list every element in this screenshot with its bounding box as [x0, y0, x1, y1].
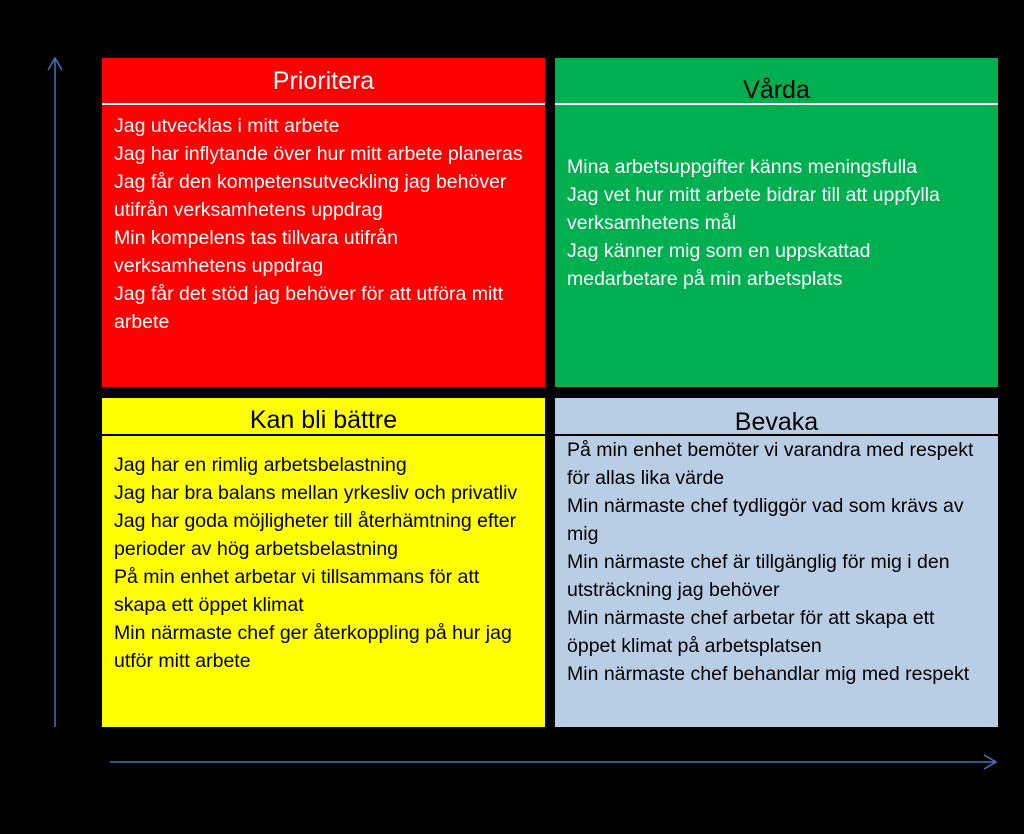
quadrant-divider: [102, 103, 545, 105]
list-item: Min närmaste chef ger återkoppling på hur jag utför mitt arbete: [114, 622, 512, 672]
list-item: Jag har en rimlig arbetsbelastning: [114, 454, 407, 476]
quadrant-items-bevaka: [567, 436, 986, 688]
list-item: Min närmaste chef behandlar mig med respekt: [567, 663, 970, 685]
quadrant-title-varda: Vårda: [743, 76, 810, 104]
list-item: Mina arbetsuppgifter känns meningsfulla: [567, 156, 918, 178]
quadrant-items-prioritera: [114, 112, 533, 336]
list-item: Min närmaste chef tydliggör vad som krävs av mig: [567, 495, 964, 545]
list-item: Jag får det stöd jag behöver för att utföra mitt arbete: [114, 283, 504, 333]
list-item: Jag vet hur mitt arbete bidrar till att uppfylla verksamhetens mål: [567, 184, 940, 234]
list-item: Min kompelens tas tillvara utifrån verksamhetens uppdrag: [114, 227, 398, 277]
quadrant-prioritera: [102, 58, 545, 387]
quadrant-varda: [555, 58, 998, 387]
list-item: Jag får den kompetensutveckling jag behöver utifrån verksamhetens uppdrag: [114, 171, 507, 221]
quadrant-bevaka: [555, 398, 998, 727]
quadrant-title-kan-bli-battre: Kan bli bättre: [249, 406, 398, 434]
quadrant-items-varda: [567, 153, 986, 293]
list-item: Jag har inflytande över hur mitt arbete planeras: [114, 143, 523, 165]
quadrant-kan-bli-battre: [102, 398, 545, 727]
list-item: På min enhet bemöter vi varandra med respekt för allas lika värde: [567, 439, 974, 489]
list-item: Jag utvecklas i mitt arbete: [114, 115, 340, 137]
quadrant-title-prioritera: Prioritera: [272, 67, 375, 95]
list-item: Jag har bra balans mellan yrkesliv och privatliv: [114, 482, 518, 504]
quadrant-divider: [555, 103, 998, 105]
list-item: Min närmaste chef arbetar för att skapa ett öppet klimat på arbetsplatsen: [567, 607, 935, 657]
list-item: Min närmaste chef är tillgänglig för mig i den utsträckning jag behöver: [567, 551, 950, 601]
list-item: Jag har goda möjligheter till återhämtning efter perioder av hög arbetsbelastning: [114, 510, 517, 560]
list-item: På min enhet arbetar vi tillsammans för att skapa ett öppet klimat: [114, 566, 480, 616]
list-item: Jag känner mig som en uppskattad medarbetare på min arbetsplats: [567, 240, 871, 290]
x-axis-arrow: [110, 755, 996, 769]
y-axis-arrow: [48, 58, 62, 727]
quadrant-title-bevaka: Bevaka: [734, 408, 819, 436]
quadrant-items-kan-bli-battre: [114, 451, 533, 675]
quadrant-divider: [102, 434, 545, 436]
